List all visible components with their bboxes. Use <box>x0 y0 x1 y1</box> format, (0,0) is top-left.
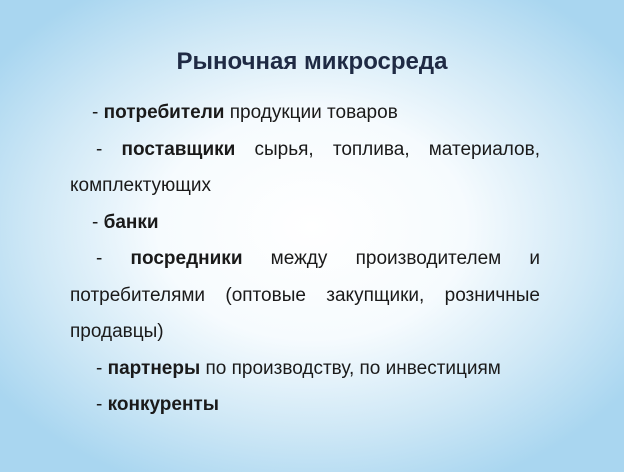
list-item <box>70 95 540 132</box>
item-term: посредники <box>130 248 243 269</box>
item-dash: - <box>92 102 104 123</box>
item-dash: - <box>96 357 108 379</box>
item-term: партнеры <box>107 357 201 379</box>
item-term: конкуренты <box>107 394 219 415</box>
item-text: между производителем и потребителями (оптовые закупщики, розничные продавцы) <box>70 248 540 342</box>
item-term: потребители <box>103 102 225 123</box>
list-item <box>70 241 540 351</box>
list-item <box>70 205 540 242</box>
item-dash: - <box>96 248 131 269</box>
item-text: по производству, по инвестициям <box>200 357 501 379</box>
list-item <box>70 132 540 205</box>
item-dash: - <box>92 211 104 233</box>
item-term: банки <box>103 211 159 233</box>
item-text: продукции товаров <box>224 102 398 123</box>
item-term: поставщики <box>121 138 236 160</box>
item-text: сырья, топлива, материалов, комплектующих <box>70 138 540 196</box>
item-dash: - <box>96 394 108 415</box>
slide-body <box>70 95 540 424</box>
list-item <box>70 351 540 388</box>
item-dash: - <box>96 138 122 160</box>
slide-title: Рыночная микросреда <box>176 48 448 75</box>
list-item <box>70 387 540 424</box>
